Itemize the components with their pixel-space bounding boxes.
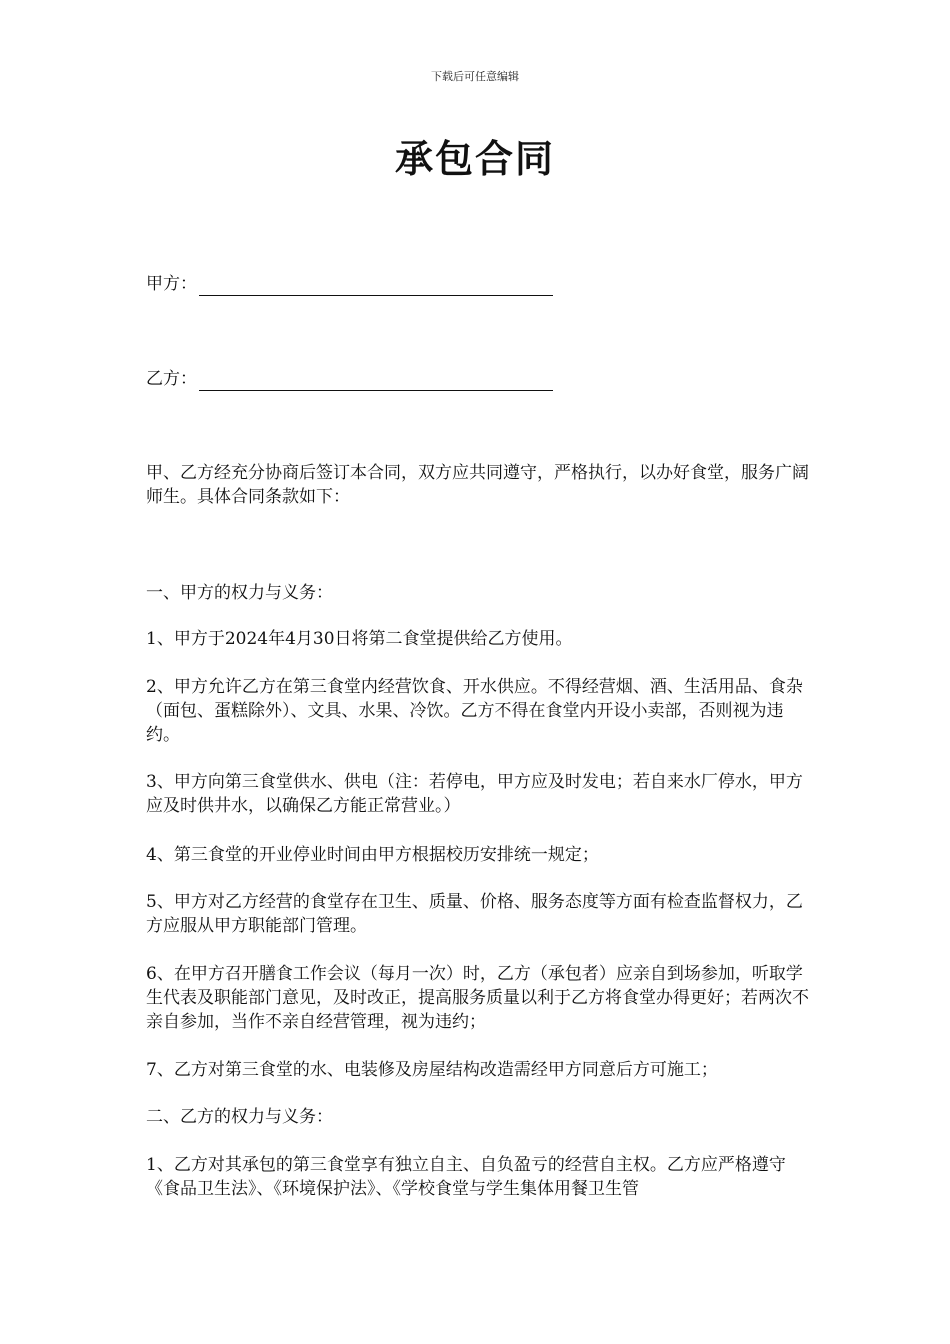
party-b-label: 乙方： [146, 369, 197, 389]
section1-item-6: 6、在甲方召开膳食工作会议（每月一次）时，乙方（承包者）应亲自到场参加，听取学生代表及职能部门意见，及时改正，提高服务质量以利于乙方将食堂办得更好；若两次不亲自参加，当作不亲自经营管理，视为违约； [146, 964, 809, 1032]
section1-item-2: 2、甲方允许乙方在第三食堂内经营饮食、开水供应。不得经营烟、酒、生活用品、食杂（面包、蛋糕除外）、文具、水果、冷饮。乙方不得在食堂内开设小卖部，否则视为违约。 [146, 677, 803, 745]
header-note: 下载后可任意编辑 [431, 70, 519, 83]
party-b-blank[interactable] [199, 370, 553, 391]
section1-item-4: 4、第三食堂的开业停业时间由甲方根据校历安排统一规定； [146, 845, 599, 865]
section1-item-1: 1、甲方于2024年4月30日将第二食堂提供给乙方使用。 [146, 629, 573, 649]
party-b-line [146, 367, 553, 391]
party-a-blank[interactable] [199, 275, 553, 296]
section1-item-3: 3、甲方向第三食堂供水、供电（注：若停电，甲方应及时发电；若自来水厂停水，甲方应及时供井水，以确保乙方能正常营业。） [146, 772, 803, 816]
intro-paragraph: 甲、乙方经充分协商后签订本合同，双方应共同遵守，严格执行，以办好食堂，服务广阔师生。具体合同条款如下： [146, 463, 809, 507]
document-title: 承包合同 [394, 137, 555, 181]
party-a-line [146, 272, 553, 296]
section2-item-1: 1、乙方对其承包的第三食堂享有独立自主、自负盈亏的经营自主权。乙方应严格遵守《食品卫生法》、《环境保护法》、《学校食堂与学生集体用餐卫生管 [146, 1155, 786, 1199]
section1-item-7: 7、乙方对第三食堂的水、电装修及房屋结构改造需经甲方同意后方可施工； [146, 1060, 718, 1080]
section2-heading: 二、乙方的权力与义务： [146, 1107, 333, 1127]
party-a-label: 甲方： [146, 274, 197, 294]
section1-item-5: 5、甲方对乙方经营的食堂存在卫生、质量、价格、服务态度等方面有检查监督权力，乙方应服从甲方职能部门管理。 [146, 892, 803, 936]
section1-heading: 一、甲方的权力与义务： [146, 583, 333, 603]
